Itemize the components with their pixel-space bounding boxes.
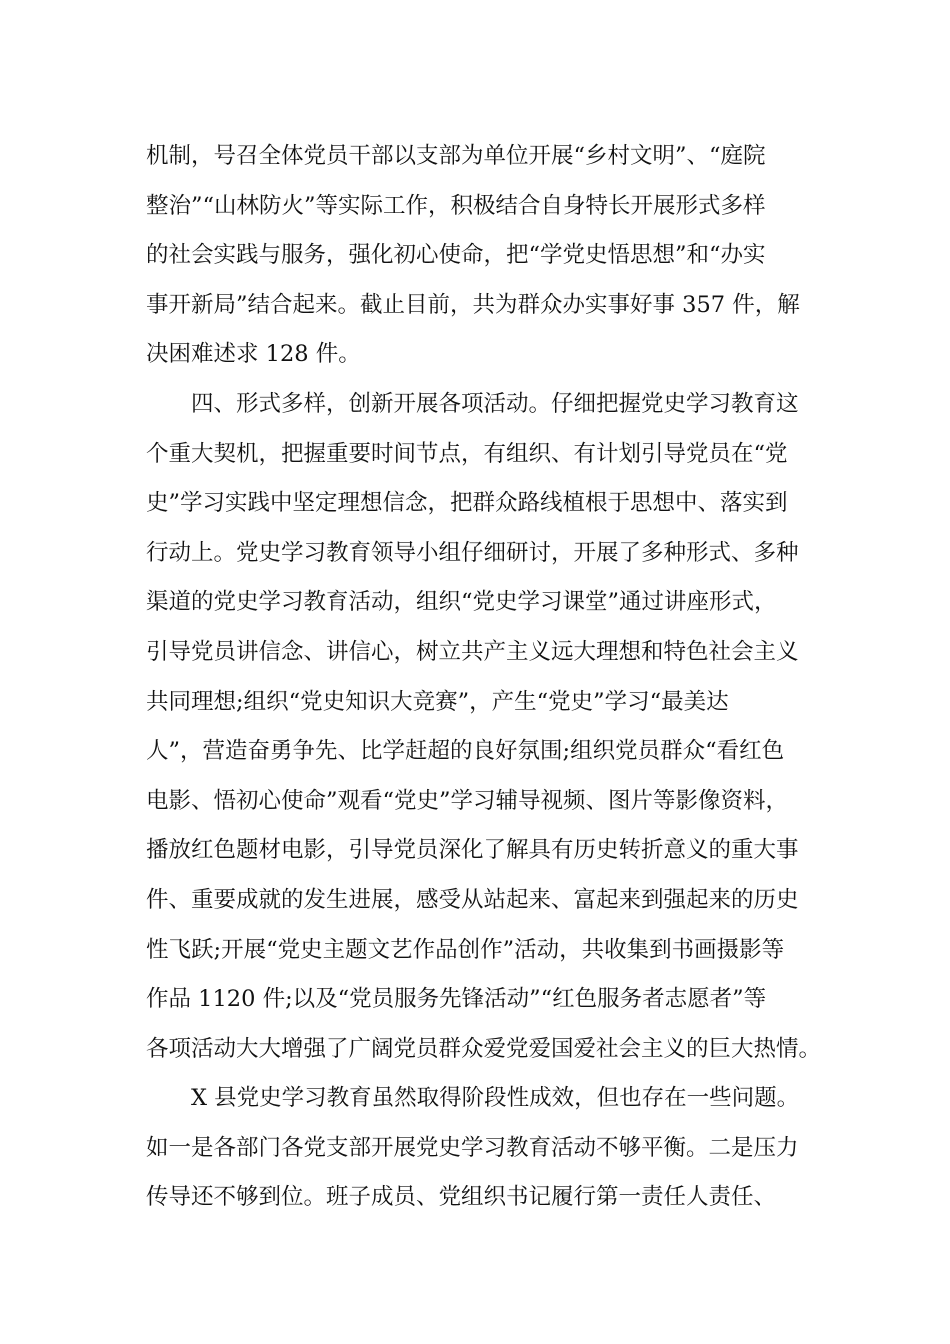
- text-line: 事开新局”结合起来。截止目前，共为群众办实事好事 357 件，解: [146, 291, 800, 318]
- text-line: 机制，号召全体党员干部以支部为单位开展“乡村文明”、“庭院: [146, 143, 766, 169]
- text-line: 各项活动大大增强了广阔党员群众爱党爱国爱社会主义的巨大热情。: [146, 1035, 822, 1062]
- text-line: 整治”“山林防火”等实际工作，积极结合自身特长开展形式多样: [146, 192, 766, 219]
- text-line: 个重大契机，把握重要时间节点，有组织、有计划引导党员在“党: [146, 440, 788, 467]
- text-line: 的社会实践与服务，强化初心使命，把“学党史悟思想”和“办实: [146, 242, 766, 269]
- text-line: 决困难述求 128 件。: [146, 341, 361, 368]
- paragraph-start-line: X 县党史学习教育虽然取得阶段性成效，但也存在一些问题。: [191, 1085, 800, 1112]
- text-line: 人”，营造奋勇争先、比学赶超的良好氛围;组织党员群众“看红色: [146, 738, 785, 765]
- text-line: 件、重要成就的发生进展，感受从站起来、富起来到强起来的历史: [146, 886, 799, 913]
- text-line: 传导还不够到位。班子成员、党组织书记履行第一责任人责任、: [146, 1184, 777, 1211]
- text-line: 性飞跃;开展“党史主题文艺作品创作”活动，共收集到书画摄影等: [146, 936, 785, 963]
- paragraph-start-line: 四、形式多样，创新开展各项活动。仔细把握党史学习教育这: [191, 390, 799, 417]
- text-line: 共同理想;组织“党史知识大竞赛”，产生“党史”学习“最美达: [146, 688, 729, 715]
- text-line: 如一是各部门各党支部开展党史学习教育活动不够平衡。二是压力: [146, 1134, 799, 1161]
- text-line: 行动上。党史学习教育领导小组仔细研讨，开展了多种形式、多种: [146, 539, 799, 566]
- text-line: 史”学习实践中坚定理想信念，把群众路线植根于思想中、落实到: [146, 490, 788, 517]
- text-line: 渠道的党史学习教育活动，组织“党史学习课堂”通过讲座形式，: [146, 589, 777, 616]
- text-line: 引导党员讲信念、讲信心，树立共产主义远大理想和特色社会主义: [146, 638, 799, 665]
- text-line: 播放红色题材电影，引导党员深化了解具有历史转折意义的重大事: [146, 837, 799, 864]
- text-line: 电影、悟初心使命”观看“党史”学习辅导视频、图片等影像资料，: [146, 787, 789, 814]
- text-line: 作品 1120 件;以及“党员服务先锋活动”“红色服务者志愿者”等: [146, 986, 767, 1013]
- document-body: [146, 132, 822, 1223]
